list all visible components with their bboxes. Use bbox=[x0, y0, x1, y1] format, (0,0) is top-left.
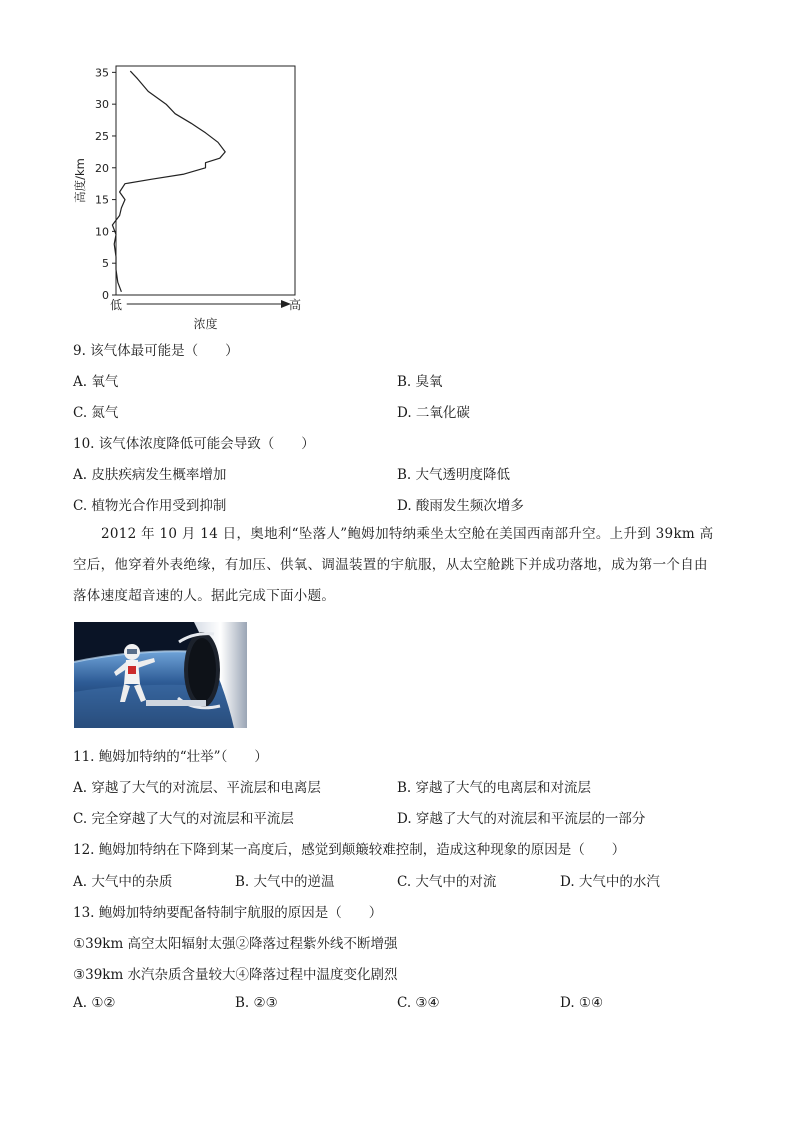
q13-option-a[interactable]: A. ①② bbox=[73, 995, 116, 1011]
q9-option-c[interactable]: C. 氮气 bbox=[73, 405, 119, 421]
q13-statements-line-2: ③39km 水汽杂质含量较大④降落过程中温度变化剧烈 bbox=[73, 967, 398, 983]
y-tick-label: 15 bbox=[95, 193, 109, 207]
q12-option-c[interactable]: C. 大气中的对流 bbox=[397, 874, 497, 890]
skydiver-capsule-photo bbox=[74, 622, 247, 728]
q10-option-b[interactable]: B. 大气透明度降低 bbox=[397, 467, 511, 483]
q9-option-a[interactable]: A. 氧气 bbox=[73, 374, 119, 390]
x-high-label: 高 bbox=[288, 298, 302, 312]
q10-option-a[interactable]: A. 皮肤疾病发生概率增加 bbox=[73, 467, 227, 483]
q11-option-c[interactable]: C. 完全穿越了大气的对流层和平流层 bbox=[73, 811, 294, 827]
q11-option-b[interactable]: B. 穿越了大气的电离层和对流层 bbox=[397, 780, 592, 796]
chart-svg bbox=[66, 58, 306, 334]
y-tick-label: 5 bbox=[102, 257, 109, 271]
q13-stem: 13. 鲍姆加特纳要配备特制宇航服的原因是（ ） bbox=[73, 905, 383, 921]
q12-option-b[interactable]: B. 大气中的逆温 bbox=[235, 874, 335, 890]
q13-option-b[interactable]: B. ②③ bbox=[235, 995, 278, 1011]
q11-option-d[interactable]: D. 穿越了大气的对流层和平流层的一部分 bbox=[397, 811, 646, 827]
passage-text: 2012 年 10 月 14 日，奥地利“坠落人”鲍姆加特纳乘坐太空舱在美国西南部升空。上升到 39km 高空后，他穿着外表绝缘，有加压、供氧、调温装置的宇航服，从太空舱跳下并成功落地，成为第一个自由落体速度超音速的人。据此完成下面小题。 bbox=[73, 526, 714, 604]
q10-option-c[interactable]: C. 植物光合作用受到抑制 bbox=[73, 498, 227, 514]
y-tick-label: 10 bbox=[95, 225, 109, 239]
q10-option-d[interactable]: D. 酸雨发生频次增多 bbox=[397, 498, 524, 514]
y-axis-label: 高度/km bbox=[73, 158, 87, 203]
q13-option-d[interactable]: D. ①④ bbox=[560, 995, 604, 1011]
q13-statements-line-1: ①39km 高空太阳辐射太强②降落过程紫外线不断增强 bbox=[73, 936, 398, 952]
q12-option-d[interactable]: D. 大气中的水汽 bbox=[560, 874, 660, 890]
q10-stem: 10. 该气体浓度降低可能会导致（ ） bbox=[73, 436, 315, 452]
y-tick-label: 25 bbox=[95, 129, 109, 143]
series-line-0 bbox=[112, 71, 225, 292]
q11-stem: 11. 鲍姆加特纳的“壮举”（ ） bbox=[73, 749, 268, 765]
x-low-label: 低 bbox=[109, 298, 123, 312]
y-tick-label: 35 bbox=[95, 66, 109, 80]
q12-option-a[interactable]: A. 大气中的杂质 bbox=[73, 874, 173, 890]
x-axis-label: 浓度 bbox=[193, 317, 218, 331]
y-tick-label: 0 bbox=[102, 289, 109, 302]
concentration-altitude-chart bbox=[66, 58, 306, 334]
q11-option-a[interactable]: A. 穿越了大气的对流层、平流层和电离层 bbox=[73, 780, 321, 796]
q9-option-d[interactable]: D. 二氧化碳 bbox=[397, 405, 470, 421]
q9-option-b[interactable]: B. 臭氧 bbox=[397, 374, 443, 390]
q12-stem: 12. 鲍姆加特纳在下降到某一高度后，感觉到颠簸较难控制，造成这种现象的原因是（ ） bbox=[73, 842, 626, 858]
photo-illustration bbox=[74, 622, 247, 728]
y-tick-label: 20 bbox=[95, 161, 109, 175]
q9-stem: 9. 该气体最可能是（ ） bbox=[73, 343, 239, 359]
y-tick-label: 30 bbox=[95, 98, 109, 112]
q13-option-c[interactable]: C. ③④ bbox=[397, 995, 440, 1011]
